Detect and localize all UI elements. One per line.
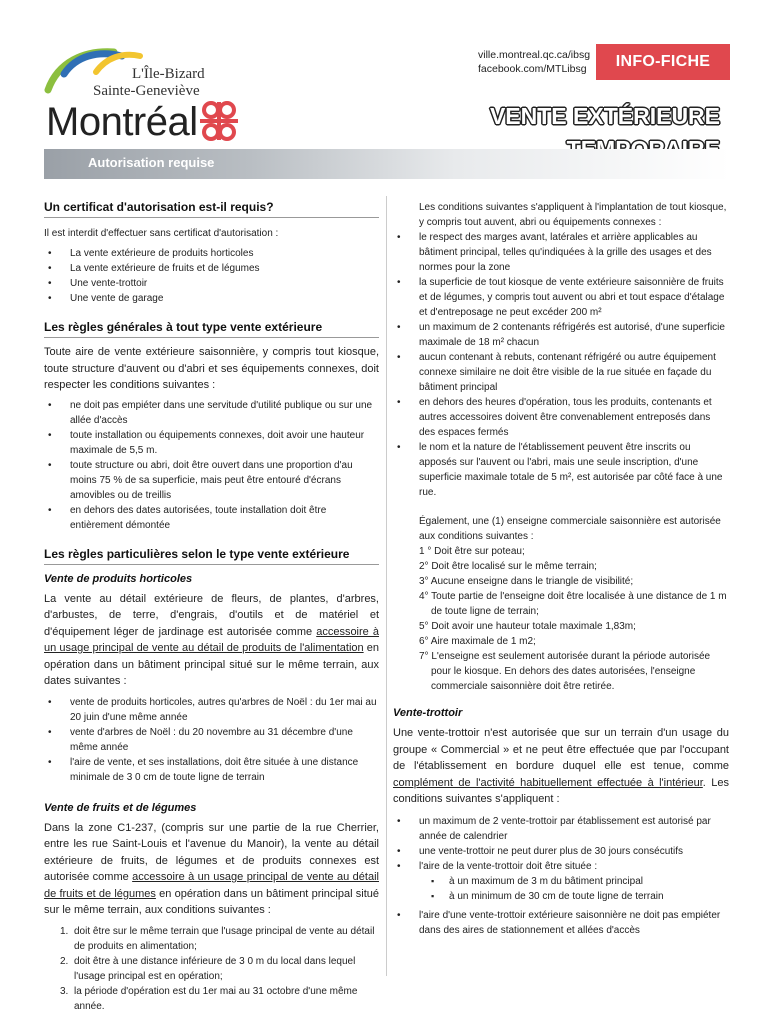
list-item: • le respect des marges avant, latérales et arrière applicables au bâtiment principal, telles qu'indiquées à la grille des usages et des normes pour la zone <box>393 230 729 275</box>
city-wordmark: Montréal <box>46 100 198 144</box>
fruits-vegetables-list <box>44 924 379 1014</box>
montreal-rosace-icon <box>196 98 242 144</box>
borough-name-line1: L'Île-Bizard <box>132 66 205 82</box>
list-item: 7° L'enseigne est seulement autorisée durant la période autorisée pour le kiosque. En dehors des dates autorisées, l'enseigne commerciale saisonnière doit être retirée. <box>419 651 711 692</box>
certificate-list <box>44 246 379 306</box>
general-rules-list <box>44 398 379 533</box>
kiosk-conditions-list <box>393 230 729 500</box>
list-item: • aucun contenant à rebuts, contenant réfrigéré ou autre équipement connexe similaire ne doit être visible de la rue située en façade du bâtiment principal <box>393 350 729 395</box>
borough-name-line2: Sainte-Geneviève <box>93 83 200 99</box>
list-item: • La vente extérieure de produits horticoles <box>44 246 379 261</box>
list-item: • vente de produits horticoles, autres qu'arbres de Noël : du 1er mai au 20 juin d'une même année <box>44 695 379 725</box>
list-item: 6° Aire maximale de 1 m2; <box>419 636 536 647</box>
list-item: • toute structure ou abri, doit être ouvert dans une proportion d'au moins 75 % de sa superficie, mais peut être entouré d'écrans amovibles ou de treillis <box>44 458 379 503</box>
authorization-label: Autorisation requise <box>88 155 215 170</box>
underlined-text: accessoire à un usage principal de vente au détail de fruits et de légumes <box>44 871 379 900</box>
section-heading-certificate: Un certificat d'autorisation est-il requis? <box>44 200 379 218</box>
list-item: • un maximum de 2 vente-trottoir par établissement est autorisé par année de calendrier <box>393 814 729 844</box>
list-item: • l'aire de la vente-trottoir doit être située : <box>393 859 729 874</box>
list-item: • Une vente-trottoir <box>44 276 379 291</box>
subheading-sidewalk-sale: Vente-trottoir <box>393 707 463 719</box>
title-line-1: VENTE EXTÉRIEURE <box>489 103 720 129</box>
kiosk-conditions-intro: Les conditions suivantes s'appliquent à l'implantation de tout kiosque, y compris tout auvent, abri ou équipements connexes : <box>419 202 727 228</box>
list-item: 1 ° Doit être sur poteau; <box>419 546 525 557</box>
section-heading-general-rules: Les règles générales à tout type vente extérieure <box>44 320 379 338</box>
list-item: 3° Aucune enseigne dans le triangle de visibilité; <box>419 576 634 587</box>
underlined-text: complément de l'activité habituellement effectuée à l'intérieur <box>393 776 703 789</box>
list-item: • l'aire d'une vente-trottoir extérieure saisonnière ne doit pas empiéter dans des aires de stationnement et allées d'accès <box>393 908 729 938</box>
sidewalk-location-list <box>413 874 729 904</box>
sign-conditions-list <box>393 544 729 694</box>
list-item: • La vente extérieure de fruits et de légumes <box>44 261 379 276</box>
list-item: 5° Doit avoir une hauteur totale maximale 1,83m; <box>419 621 636 632</box>
list-item: • vente d'arbres de Noël : du 20 novembre au 31 décembre d'une même année <box>44 725 379 755</box>
sign-intro: Également, une (1) enseigne commerciale saisonnière est autorisée aux conditions suivantes : <box>419 516 721 542</box>
list-item: • Une vente de garage <box>44 291 379 306</box>
list-item: • la superficie de tout kiosque de vente extérieure saisonnière de fruits et de légumes, y compris tout auvent ou abri et tout espace d'étalage et d'entreposage ne peut excéder 200 m² <box>393 275 729 320</box>
subheading-fruits-vegetables: Vente de fruits et de légumes <box>44 801 197 814</box>
list-item: • une vente-trottoir ne peut durer plus de 30 jours consécutifs <box>393 844 729 859</box>
sidewalk-last-list <box>393 908 729 938</box>
list-item: • l'aire de vente, et ses installations, doit être située à une distance minimale de 3 0 cm de toute ligne de terrain <box>44 755 379 785</box>
section-heading-specific-rules: Les règles particulières selon le type vente extérieure <box>44 547 379 565</box>
list-item: • toute installation ou équipements connexes, doit avoir une hauteur maximale de 5,5 m. <box>44 428 379 458</box>
list-item: 2° Doit être localisé sur le même terrain; <box>419 561 597 572</box>
list-item: 1. doit être sur le même terrain que l'usage principal de vente au détail de produits en alimentation; <box>60 925 375 952</box>
horticultural-paragraph: La vente au détail extérieure de fleurs, de plantes, d'arbres, d'arbustes, de terre, d'engrais, d'outils et de matériel et d'équipement léger de jardinage est autorisée comme accessoire à un usage principal de vente au détail de produits de l'alimentation en opération dans un bâtiment principal situé sur le même terrain, aux dates suivantes : <box>44 592 379 687</box>
right-column <box>393 200 729 938</box>
list-item: 4° Toute partie de l'enseigne doit être localisée à une distance de 1 m de toute ligne de terrain; <box>419 591 727 617</box>
left-column <box>44 200 379 1014</box>
subheading-horticultural: Vente de produits horticoles <box>44 572 193 585</box>
list-item: • un maximum de 2 contenants réfrigérés est autorisé, d'une superficie maximale de 18 m² chacun <box>393 320 729 350</box>
contact-links <box>478 48 591 76</box>
website-link[interactable]: ville.montreal.qc.ca/ibsg <box>478 49 591 61</box>
sidewalk-sale-paragraph: Une vente-trottoir n'est autorisée que sur un terrain d'un usage du groupe « Commercial » et ne peut être effectuée que par l'occupant de l'établissement en bordure duquel elle est tenue, comme complément de l'activité habituellement effectuée à l'intérieur. Les conditions suivantes s'appliquent : <box>393 727 729 805</box>
list-item: • ne doit pas empiéter dans une servitude d'utilité publique ou sur une allée d'accès <box>44 398 379 428</box>
list-item: • le nom et la nature de l'établissement peuvent être inscrits ou apposés sur l'auvent ou l'abri, mais une seule inscription, d'une superficie maximale totale de 5 m², est autorisée par côté face à une rue. <box>393 440 729 500</box>
list-item: ▪ à un maximum de 3 m du bâtiment principal <box>413 874 729 889</box>
horticultural-list <box>44 695 379 785</box>
certificate-intro: Il est interdit d'effectuer sans certificat d'autorisation : <box>44 228 279 239</box>
column-divider <box>386 196 387 976</box>
underlined-text: accessoire à un usage principal de vente au détail de produits de l'alimentation <box>44 625 379 654</box>
list-item: • en dehors des heures d'opération, tous les produits, contenants et autres accessoires doivent être convenablement entreposés dans des espaces fermés <box>393 395 729 440</box>
list-item: 2. doit être à une distance inférieure de 3 0 m du local dans lequel l'usage principal est en opération; <box>60 955 356 982</box>
fruits-vegetables-paragraph: Dans la zone C1-237, (compris sur une partie de la rue Cherrier, entre les rue Saint-Louis et l'avenue du Manoir), la vente au détail extérieure de fruits, de légumes et de produits connexes est autorisée comme accessoire à un usage principal de vente au détail de fruits et de légumes en opération dans un bâtiment principal situé sur le même terrain, aux conditions suivantes : <box>44 821 379 916</box>
sidewalk-sale-list <box>393 814 729 874</box>
facebook-link[interactable]: facebook.com/MTLibsg <box>478 63 587 75</box>
list-item: • en dehors des dates autorisées, toute installation doit être entièrement démontée <box>44 503 379 533</box>
general-rules-intro: Toute aire de vente extérieure saisonnière, y compris tout kiosque, toute structure d'auvent ou d'abri et ses équipements connexes, doit respecter les conditions suivantes : <box>44 346 379 391</box>
info-fiche-badge: INFO-FICHE <box>596 44 730 80</box>
list-item: ▪ à un minimum de 30 cm de toute ligne de terrain <box>413 889 729 904</box>
list-item: 3. la période d'opération est du 1er mai au 31 octobre d'une même année. <box>60 985 358 1012</box>
